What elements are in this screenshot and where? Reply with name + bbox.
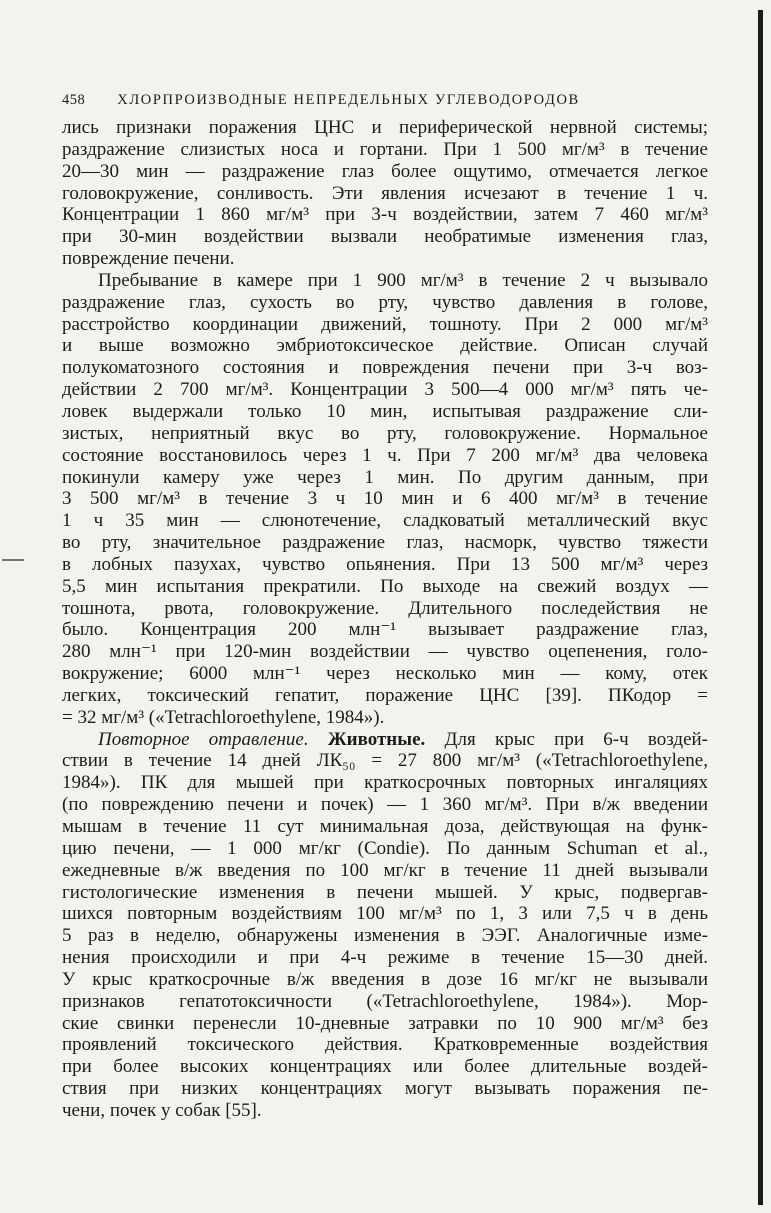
text-line: расстройство координации движений, тошноту. При 2 000 мг/м³: [62, 313, 708, 335]
text-line: тошнота, рвота, головокружение. Длительного последействия не: [62, 597, 708, 619]
text-line: и выше возможно эмбриотоксическое действие. Описан случай: [62, 335, 708, 357]
text-line: при 30-мин воздействии вызвали необратимые изменения глаз,: [62, 226, 708, 248]
page-edge-shadow: [758, 10, 763, 1205]
text-line: покинули камеру уже через 1 мин. По другим данным, при: [62, 466, 708, 488]
section-lead-italic: Повторное отравление.: [98, 728, 309, 750]
text-line: 3 500 мг/м³ в течение 3 ч 10 мин и 6 400 мг/м³ в течение: [62, 488, 708, 510]
text-line: лись признаки поражения ЦНС и периферической нервной системы;: [62, 117, 708, 138]
text-line: цию печени, — 1 000 мг/кг (Condie). По данным Schuman et al.,: [62, 837, 708, 859]
margin-mark: [2, 559, 24, 561]
text-line: ствия при низких концентрациях могут вызывать поражения пе-: [62, 1078, 708, 1100]
text-line: 5,5 мин испытания прекратили. По выходе на свежий воздух —: [62, 575, 708, 597]
text-line: в лобных пазухах, чувство опьянения. При 13 500 мг/м³ через: [62, 553, 708, 575]
page-number: 458: [62, 92, 86, 108]
text-line: нения происходили и при 4-ч режиме в течение 15—30 дней.: [62, 947, 708, 969]
text-line: раздражение глаз, сухость во рту, чувство давления в голове,: [62, 291, 708, 313]
paragraph-3: [62, 729, 708, 1122]
text-line: состояние восстановилось через 1 ч. При 7 200 мг/м³ два человека: [62, 444, 708, 466]
text-line: Концентрации 1 860 мг/м³ при 3-ч воздействии, затем 7 460 мг/м³: [62, 204, 708, 226]
text-line: проявлений токсического действия. Кратковременные воздействия: [62, 1034, 708, 1056]
text-line: раздражение слизистых носа и гортани. При 1 500 мг/м³ в течение: [62, 138, 708, 160]
section-lead-bold: Животные.: [327, 728, 426, 750]
paragraph-1: [62, 117, 708, 270]
text-line: при более высоких концентрациях или более длительные воздей-: [62, 1056, 708, 1078]
text-line: гистологические изменения в печени мышей. У крыс, подвергав-: [62, 881, 708, 903]
text-line: во рту, значительное раздражение глаз, насморк, чувство тяжести: [62, 532, 708, 554]
text-line-rest: Для крыс при 6-ч воздей-: [444, 728, 708, 750]
text-line: Пребывание в камере при 1 900 мг/м³ в течение 2 ч вызывало: [98, 269, 708, 291]
text-line: признаков гепатотоксичности («Tetrachloroethylene, 1984»). Мор-: [62, 990, 708, 1012]
running-title: ХЛОРПРОИЗВОДНЫЕ НЕПРЕДЕЛЬНЫХ УГЛЕВОДОРОДОВ: [117, 92, 580, 108]
text-line: 5 раз в неделю, обнаружены изменения в ЭЭГ. Аналогичные изме-: [62, 925, 708, 947]
text-line: (по повреждению печени и почек) — 1 360 мг/м³. При в/ж введении: [62, 794, 708, 816]
page-content: [62, 92, 708, 1122]
text-line: полукоматозного состояния и повреждения печени при 3-ч воз-: [62, 357, 708, 379]
text-line: шихся повторным воздействиям 100 мг/м³ по 1, 3 или 7,5 ч в день: [62, 903, 708, 925]
text-line: ловек выдержали только 10 мин, испытывая раздражение сли-: [62, 400, 708, 422]
text-line: зистых, неприятный вкус во рту, головокружение. Нормальное: [62, 422, 708, 444]
text-line: было. Концентрация 200 млн⁻¹ вызывает раздражение глаз,: [62, 619, 708, 641]
text-line: чени, почек у собак [55].: [62, 1099, 262, 1121]
text-line: 20—30 мин — раздражение глаз более ощутимо, отмечается легкое: [62, 160, 708, 182]
text-line: легких, токсический гепатит, поражение ЦНС [39]. ПКодор =: [62, 684, 708, 706]
text-line: 1 ч 35 мин — слюнотечение, сладковатый металлический вкус: [62, 510, 708, 532]
text-line: ежедневные в/ж введения по 100 мг/кг в течение 11 дней вызывали: [62, 859, 708, 881]
text-line: головокружение, сонливость. Эти явления исчезают в течение 1 ч.: [62, 182, 708, 204]
text-line: ские свинки перенесли 10-дневные затравки по 10 900 мг/м³ без: [62, 1012, 708, 1034]
paragraph-2: [62, 270, 708, 729]
text-line: действии 2 700 мг/м³. Концентрации 3 500—4 000 мг/м³ пять че-: [62, 379, 708, 401]
running-header: [62, 92, 708, 109]
text-line: [62, 729, 708, 751]
text-line: 280 млн⁻¹ при 120-мин воздействии — чувство оцепенения, голо-: [62, 641, 708, 663]
text-line: = 32 мг/м³ («Tetrachloroethylene, 1984»).: [62, 706, 385, 728]
text-line: повреждение печени.: [62, 248, 235, 270]
text-line: вокружение; 6000 млн⁻¹ через несколько мин — кому, отек: [62, 663, 708, 685]
text-line: 1984»). ПК для мышей при краткосрочных повторных ингаляциях: [62, 772, 708, 794]
text-line: мышам в течение 11 сут минимальная доза, действующая на функ-: [62, 816, 708, 837]
text-line: У крыс краткосрочные в/ж введения в дозе 16 мг/кг не вызывали: [62, 968, 708, 990]
text-line: ствии в течение 14 дней ЛК₅₀ = 27 800 мг/м³ («Tetrachloroethylene,: [62, 750, 708, 772]
